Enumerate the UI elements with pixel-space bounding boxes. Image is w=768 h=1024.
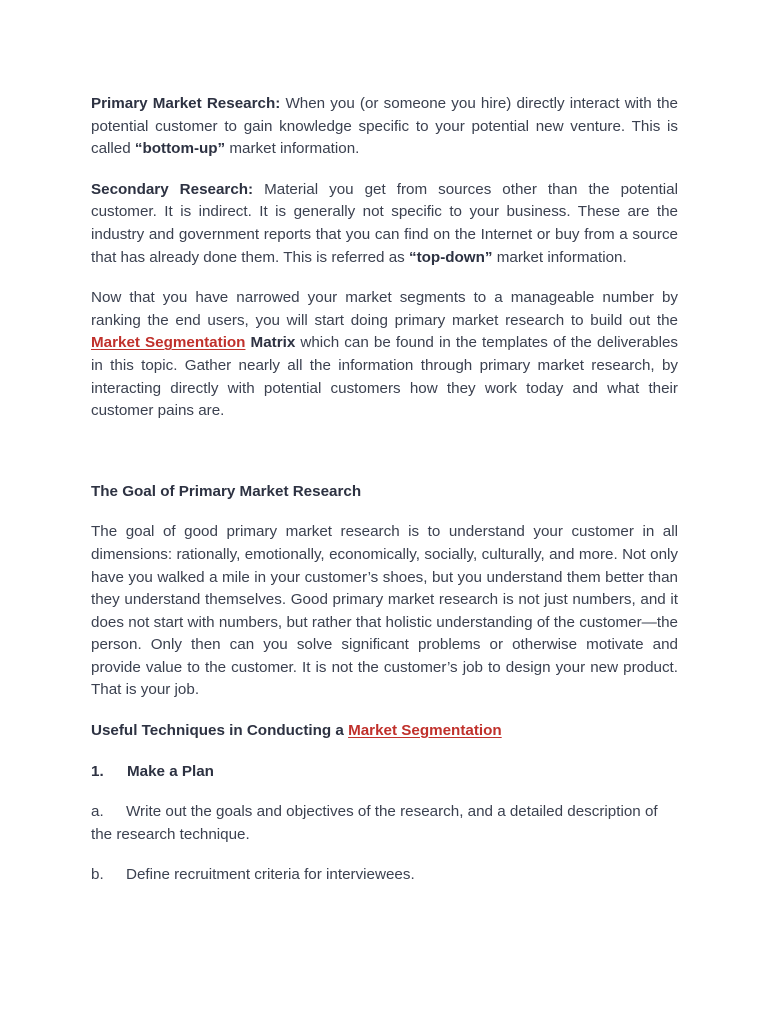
primary-research-paragraph [91, 93, 678, 161]
secondary-research-label: Secondary Research: [91, 180, 254, 198]
techniques-heading [91, 720, 678, 743]
market-segments-text-end: which can be found in the templates of the deliverables in this topic. Gather nearly all the information through primary market research, by interacting directly with potential customers how they work today and what their customer pains are. [91, 334, 678, 420]
list-item-label: Make a Plan [127, 762, 214, 780]
sub-item-a-text: Write out the goals and objectives of the research, and a detailed description of the research technique. [91, 803, 658, 843]
list-number: 1. [91, 762, 104, 780]
sub-item-letter-a: a. [91, 803, 104, 821]
primary-research-text: When you (or someone you hire) directly interact with the potential customer to gain knowledge specific to your potential new venture. This is called [91, 95, 678, 158]
goal-heading: The Goal of Primary Market Research [91, 482, 362, 500]
secondary-research-paragraph [91, 179, 678, 269]
sub-item-a [91, 801, 678, 846]
market-segments-text: Now that you have narrowed your market segments to a manageable number by ranking the end users, you will start doing primary market research to build out the [91, 289, 678, 329]
market-segments-paragraph [91, 287, 678, 423]
secondary-research-text: Material you get from sources other than the potential customer. It is indirect. It is generally not specific to your business. These are the industry and government reports that you can find on the Internet or buy from a source that has already done them. This is referred as [91, 180, 678, 266]
bottom-up-term: “bottom-up” [134, 140, 226, 158]
sub-item-letter-b: b. [91, 866, 104, 884]
list-item-make-a-plan [91, 761, 678, 784]
sub-item-b-text: Define recruitment criteria for interviewees. [126, 866, 415, 884]
techniques-market-segmentation-link[interactable]: Market Segmentation [348, 722, 502, 740]
sub-item-b [91, 864, 678, 887]
primary-research-text-end: market information. [225, 140, 360, 158]
goal-paragraph: The goal of good primary market research is to understand your customer in all dimensions: rationally, emotionally, economically, socially, culturally, and more. Not only have you walked a mile in your customer’s shoes, but you understand them better than they understand themselves. Good primary market research is not just numbers, and it does not start with numbers, but rather that holistic understanding of the customer—the person. Only then can you solve significant problems or otherwise motivate and provide value to the customer. It is not the customer’s job to design your new product. That is your job. [91, 523, 678, 699]
document-page [91, 93, 678, 905]
secondary-research-text-end: market information. [492, 248, 627, 266]
techniques-heading-text: Useful Techniques in Conducting a [91, 722, 349, 740]
section-spacer [91, 441, 678, 481]
matrix-term: Matrix [245, 334, 296, 352]
top-down-term: “top-down” [408, 248, 493, 266]
market-segmentation-link[interactable]: Market Segmentation [91, 334, 246, 352]
primary-research-label: Primary Market Research: [91, 95, 281, 112]
